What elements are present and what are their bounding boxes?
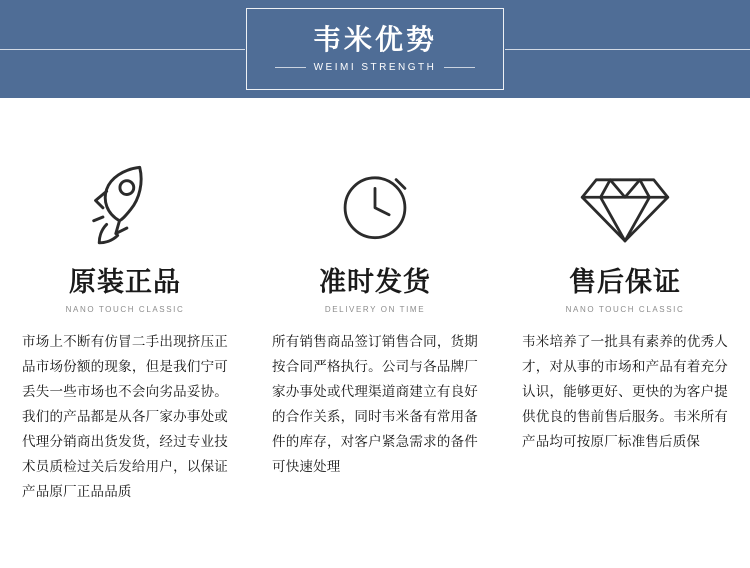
header-band bbox=[0, 0, 750, 98]
feature-body: 韦米培养了一批具有素养的优秀人才，对从事的市场和产品有着充分认识，能够更好、更快的为客户提供优良的售前售后服务。韦米所有产品均可按原厂标准售后质保 bbox=[522, 333, 728, 449]
feature-subtitle: NANO TOUCH CLASSIC bbox=[65, 304, 185, 314]
subtitle-row bbox=[275, 62, 475, 73]
subtitle-line-right bbox=[444, 67, 475, 68]
feature-subtitle: DELIVERY ON TIME bbox=[324, 304, 426, 314]
feature-title: 原装正品 bbox=[69, 267, 181, 297]
title-box bbox=[246, 8, 504, 90]
feature-subtitle: NANO TOUCH CLASSIC bbox=[565, 304, 685, 314]
clock-icon bbox=[331, 146, 419, 266]
features-row bbox=[0, 98, 750, 504]
feature-column-aftersales bbox=[500, 98, 750, 504]
subtitle-line-left bbox=[275, 67, 306, 68]
feature-title: 售后保证 bbox=[569, 267, 681, 297]
feature-title: 准时发货 bbox=[319, 267, 431, 297]
rocket-icon bbox=[79, 146, 171, 266]
feature-body: 所有销售商品签订销售合同，货期按合同严格执行。公司与各品牌厂家办事处或代理渠道商建立有良好的合作关系，同时韦米备有常用备件的库存，对客户紧急需求的备件可快速处理 bbox=[272, 333, 478, 474]
feature-column-delivery bbox=[250, 98, 500, 504]
feature-column-original bbox=[0, 98, 250, 504]
page-subtitle: WEIMI STRENGTH bbox=[313, 61, 437, 73]
diamond-icon bbox=[577, 146, 673, 266]
feature-body: 市场上不断有仿冒二手出现挤压正品市场份额的现象，但是我们宁可丢失一些市场也不会向劣品妥协。我们的产品都是从各厂家办事处或代理分销商出货发货，经过专业技术员质检过关后发给用户，以保证产品原厂正品品质 bbox=[22, 333, 228, 499]
header-content bbox=[0, 0, 750, 98]
page-title: 韦米优势 bbox=[312, 24, 437, 56]
